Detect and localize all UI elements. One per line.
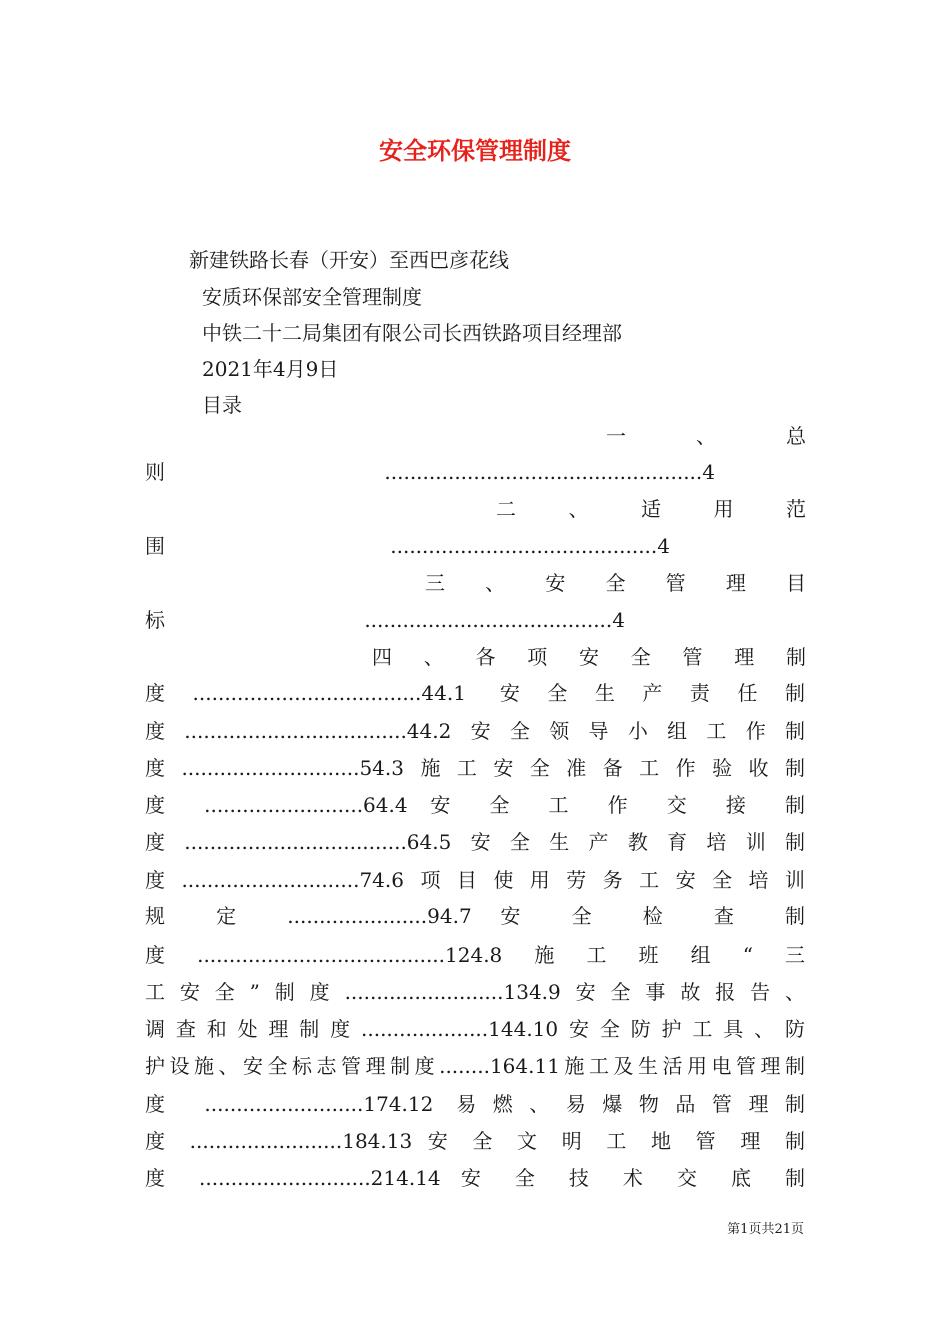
page-number: 第1页共21页 [727, 1222, 804, 1237]
toc-line: 度 ........................184.13 安 全 文 明 工 地 管 理 制 [145, 1129, 805, 1153]
document-title: 安全环保管理制度 [379, 136, 571, 165]
toc-line: 度...................................44.2安全领导小组工作制 [145, 719, 805, 743]
toc-line: 围..........................................4 [145, 534, 670, 558]
toc-line: 三 、 安 全 管 理 目 [425, 571, 806, 595]
toc-line: 一 、 总 [606, 424, 806, 448]
company-name: 中铁二十二局集团有限公司长西铁路项目经理部 [202, 321, 622, 345]
toc-heading: 目录 [202, 393, 242, 417]
toc-line: 则..................................................4 [145, 460, 715, 484]
toc-line: 标.......................................4 [145, 608, 625, 632]
toc-line: 四 、 各 项 安 全 管 理 制 [372, 645, 806, 669]
toc-line: 度 .........................64.4 安 全 工 作 交 接 制 [145, 793, 805, 817]
toc-line: 度....................................44.1 安全生产责任制 [145, 681, 805, 705]
toc-line: 调查和处理制度....................144.10安全防护工具、防 [145, 1017, 805, 1041]
toc-line: 度............................54.3施工安全准备工作验收制 [145, 756, 805, 780]
toc-line: 度............................74.6项目使用劳务工安全培训 [145, 868, 805, 892]
project-name: 新建铁路长春（开安）至西巴彦花线 [189, 248, 509, 272]
toc-line: 度 .........................174.12 易燃、易爆物品管理制 [145, 1092, 805, 1116]
toc-line: 度...................................64.5安全生产教育培训制 [145, 830, 805, 854]
document-date: 2021年4月9日 [202, 357, 339, 381]
toc-line: 护设施、安全标志管理制度........164.11施工及生活用电管理制 [145, 1054, 805, 1078]
toc-line: 度 ...........................214.14 安 全 技 术 交 底 制 [145, 1166, 805, 1190]
department-name: 安质环保部安全管理制度 [202, 285, 422, 309]
toc-line: 规 定 ......................94.7 安 全 检 查 制 [145, 904, 805, 928]
toc-line: 工安全”制度.........................134.9安全事故报告、 [145, 980, 805, 1004]
toc-line: 度.......................................124.8施工班组“三 [145, 943, 805, 967]
toc-line: 二 、 适 用 范 [496, 497, 806, 521]
